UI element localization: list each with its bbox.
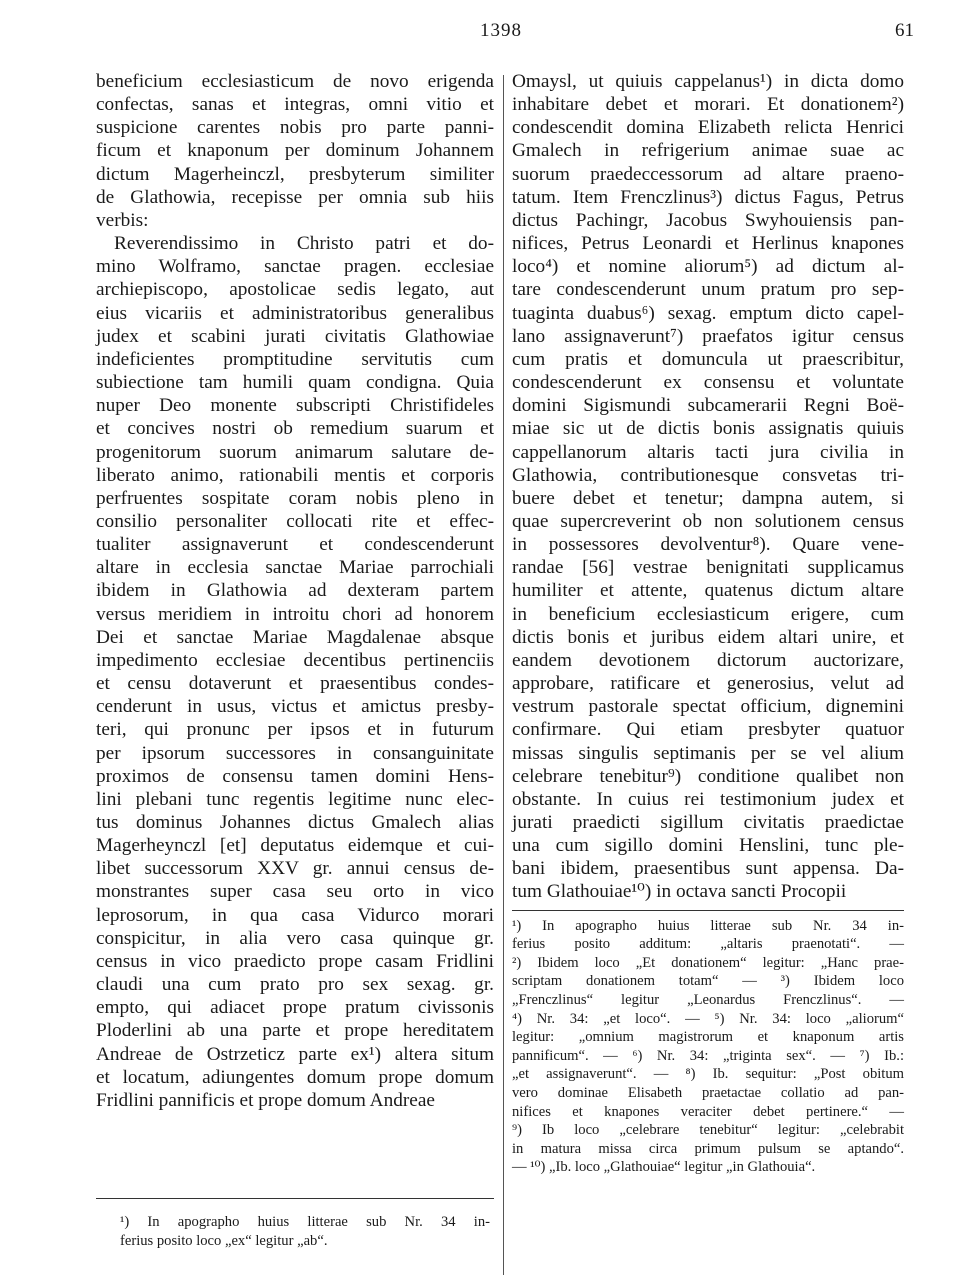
right-column-text: [512, 70, 904, 904]
text-line: impedimento ecclesiae decentibus pertinenciis: [96, 649, 494, 671]
footnote-line: pannificum“. — ⁶) Nr. 34: „triginta sex“. — ⁷) Ib.:: [512, 1047, 904, 1064]
text-line: Fridlini pannificis et prope domum Andreae: [96, 1089, 435, 1111]
text-line: vestrum pastorale spectat officium, dignemini: [512, 696, 904, 718]
text-line: versus meridiem in introitu chori ad honorem: [96, 603, 494, 625]
text-line: Dei et sanctae Mariae Magdalenae absque: [96, 626, 494, 648]
text-line: lini plebani tunc regentis legitime nunc elec-: [96, 788, 494, 810]
text-line: judex et scabini jurati civitatis Glathowiae: [96, 325, 494, 347]
text-line: buere debet et tenetur; dampna autem, si: [512, 487, 904, 509]
text-line: suorum praedeccessorum ad altare praeno-: [512, 163, 904, 185]
text-line: humiliter et attente, quatenus dictum altare: [512, 580, 904, 602]
text-line: consilio personaliter collocati rite et effec-: [96, 510, 494, 532]
text-line: domini Sigismundi subcamerarii Regni Boë-: [512, 395, 904, 417]
text-line: census in vico praedicto prope casam Fridlini: [96, 950, 494, 972]
text-line: archiepiscopo, apostolicae sedis legato, aut: [96, 279, 494, 301]
footnote-line: „Frenczlinus“ legitur „Leonardus Frenczlinus“. —: [512, 992, 904, 1008]
footnote-line: ⁴) Nr. 34: „et loco“. — ⁵) Nr. 34: loco „aliorum“: [512, 1010, 904, 1027]
text-line: dictum Magerheinczl, presbyterum similiter: [96, 163, 494, 185]
text-line: tare condescenderunt unum pratum pro sep-: [512, 279, 904, 301]
text-line: tum Glathouiae¹⁰) in octava sancti Procopii: [512, 881, 847, 903]
text-line: quae supercreverint ob non solutionem census: [512, 510, 904, 532]
page-number: 61: [895, 20, 914, 41]
text-line: tatum. Item Frenczlinus³) dictus Fagus, Petrus: [512, 186, 904, 208]
text-line: condescenderunt ex consensu et voluntate: [512, 372, 904, 394]
text-line: subiectione tam humili quam condigna. Quia: [96, 372, 494, 394]
footnote-line: in matura missa circa primum pulsum se aptando“.: [512, 1140, 904, 1157]
text-line: perfruentes sospitate coram nobis pleno in: [96, 487, 494, 509]
footnote-line: ¹) In apographo huius litterae sub Nr. 34 in-: [120, 1214, 490, 1230]
text-line: una cum sigillo domini Henslini, tunc ple-: [512, 835, 904, 857]
footnote-line: legitur: „omnium magistrorum et knaponum artis: [512, 1029, 904, 1046]
text-line: missas singulis septimanis per se vel alium: [512, 742, 904, 764]
text-line: monstrantes super casa seu orto in vico: [96, 881, 494, 903]
text-line: Gmalech in refrigerium animae suae ac: [512, 140, 904, 162]
text-line: jurati praedicti sigillum civitatis praedictae: [512, 812, 904, 833]
right-column: [512, 70, 904, 1177]
text-line: suspicione carentes nobis pro parte panni-: [96, 117, 494, 139]
text-line: tualiter assignaverunt et condescenderunt: [96, 534, 494, 556]
text-line: ficum et knaponum per dominum Johannem: [96, 140, 494, 162]
text-line: lano assignaverunt⁷) praefatos igitur census: [512, 325, 904, 347]
text-line: in possessores devolventur⁸). Quare vene-: [512, 534, 904, 556]
text-line: inhabitare debet et morari. Et donationem²): [512, 94, 904, 116]
text-line: verbis:: [96, 209, 149, 231]
text-line: in beneficium ecclesiasticum erigere, cum: [512, 603, 904, 625]
text-line: de Glathowia, recepisse per omnia sub hiis: [96, 186, 494, 208]
text-line: Ploderlini ab una parte et prope hereditatem: [96, 1020, 494, 1042]
text-line: liberato animo, rationabili mentis et corporis: [96, 464, 494, 486]
text-line: mino Wolframo, sanctae pragen. ecclesiae: [96, 256, 494, 278]
text-line: Reverendissimo in Christo patri et do-: [114, 233, 494, 255]
text-line: altare in ecclesia sanctae Mariae parrochiali: [96, 557, 494, 579]
footnote-line: „et assignaverunt“. — ⁸) Ib. sequitur: „Post obitum: [512, 1066, 904, 1083]
footnote-line: ferius posito additum: „altaris praenotati“. —: [512, 936, 904, 953]
text-line: ibidem in Glathowia ad dexteram partem: [96, 580, 494, 602]
text-line: obstante. In cuius rei testimonium judex et: [512, 788, 904, 810]
left-column: [96, 70, 494, 1112]
text-line: dictis bonis et juribus eidem altari unire, et: [512, 626, 904, 648]
text-line: claudi una cum prato pro sex sexag. gr.: [96, 974, 494, 996]
text-line: bani ibidem, praesentibus sunt appensa. Da-: [512, 858, 904, 880]
left-footnotes: [120, 1213, 490, 1250]
text-line: confirmare. Qui etiam presbyter quatuor: [512, 719, 904, 741]
text-line: cenderunt in usus, victus et amictus presby-: [96, 696, 494, 718]
left-footnote-rule: [96, 1198, 494, 1199]
text-line: et locatum, adiungentes domum prope domum: [96, 1066, 494, 1088]
text-line: et concives nostri ob remedium suarum et: [96, 418, 494, 440]
text-line: empto, qui adiacet prope pratum civissonis: [96, 997, 494, 1019]
text-line: randae [56] vestrae benignitati supplicamus: [512, 557, 904, 579]
left-column-text: [96, 70, 494, 1112]
text-line: leprosorum, in qua casa Vidurco morari: [96, 904, 494, 926]
footnote-line: ferius posito loco „ex“ legitur „ab“.: [120, 1232, 328, 1249]
footnote-line: ⁹) Ib loco „celebrare tenebitur“ legitur: „celebrabit: [512, 1122, 904, 1139]
footnote-line: ²) Ibidem loco „Et donationem“ legitur: „Hanc prae-: [512, 954, 904, 971]
text-line: per ipsorum successores in consanguinitate: [96, 742, 494, 764]
text-line: tuaginta duabus⁶) sexag. emptum dicto capel-: [512, 302, 904, 324]
text-line: confectas, sanas et integras, omni vitio et: [96, 94, 494, 116]
footnote-line: ¹) In apographo huius litterae sub Nr. 34 in-: [512, 917, 904, 934]
text-line: eandem devotionem dictorum auctorizare,: [512, 649, 904, 671]
footnote-line: nifices et knapones veraciter debet pertinere.“ —: [512, 1103, 904, 1120]
footnote-line: — ¹⁰) „Ib. loco „Glathouiae“ legitur „in Glathouia“.: [512, 1159, 816, 1176]
right-footnotes: [512, 917, 904, 1177]
footnote-line: vero dominae Elisabeth praetactae collatio ad pan-: [512, 1084, 904, 1101]
text-line: teri, qui pronunc per ipsos et in futurum: [96, 719, 494, 741]
text-line: cum pratis et domuncula ut praescribitur,: [512, 348, 904, 370]
footnote-line: scriptam donationem totam“ — ³) Ibidem loco: [512, 973, 904, 990]
header-year: 1398: [480, 20, 522, 41]
text-line: conspicitur, in alia vero casa quinque gr.: [96, 927, 494, 949]
text-line: et censu dotaverunt et praesentibus condes-: [96, 673, 494, 695]
text-line: cappellanorum altaris tacti jura civilia in: [512, 441, 904, 463]
footnote-rule: [512, 910, 904, 911]
text-line: beneficium ecclesiasticum de novo erigenda: [96, 71, 494, 92]
column-divider: [503, 75, 504, 1275]
text-line: libet successorum XXV gr. annui census de-: [96, 858, 494, 880]
text-line: dictus Pachingr, Jacobus Swyhouiensis pan-: [512, 209, 904, 231]
text-line: Omaysl, ut quiuis cappelanus¹) in dicta domo: [512, 71, 904, 92]
text-line: nifices, Petrus Leonardi et Herlinus knapones: [512, 233, 904, 255]
text-line: loco⁴) et nomine aliorum⁵) ad dictum al-: [512, 256, 904, 278]
text-line: tus dominus Johannes dictus Gmalech alias: [96, 812, 494, 833]
text-line: celebrare tenebitur⁹) conditione qualibet non: [512, 765, 904, 787]
text-line: approbare, ratificare et generosius, velut ad: [512, 673, 904, 695]
text-line: condescendit domina Elizabeth relicta Henrici: [512, 117, 904, 139]
text-line: Andreae de Ostrzeticz parte ex¹) altera situm: [96, 1043, 494, 1065]
text-line: eius vicariis et administratoribus generalibus: [96, 302, 494, 324]
text-line: proximos de consensu tamen domini Hens-: [96, 765, 494, 787]
text-line: indeficientes promptitudine servitutis cum: [96, 348, 494, 370]
text-line: Magerheynczl [et] deputatus eidemque et cui-: [96, 835, 494, 857]
text-line: nuper Deo monente subscripti Christifideles: [96, 395, 494, 417]
text-line: Glathowia, contributionesque consvetas tri-: [512, 464, 904, 486]
page-header: [0, 20, 960, 50]
text-line: miae sic ut de dictis bonis assignatis quiuis: [512, 418, 904, 440]
text-line: progenitorum suorum animarum salutare de-: [96, 441, 494, 463]
